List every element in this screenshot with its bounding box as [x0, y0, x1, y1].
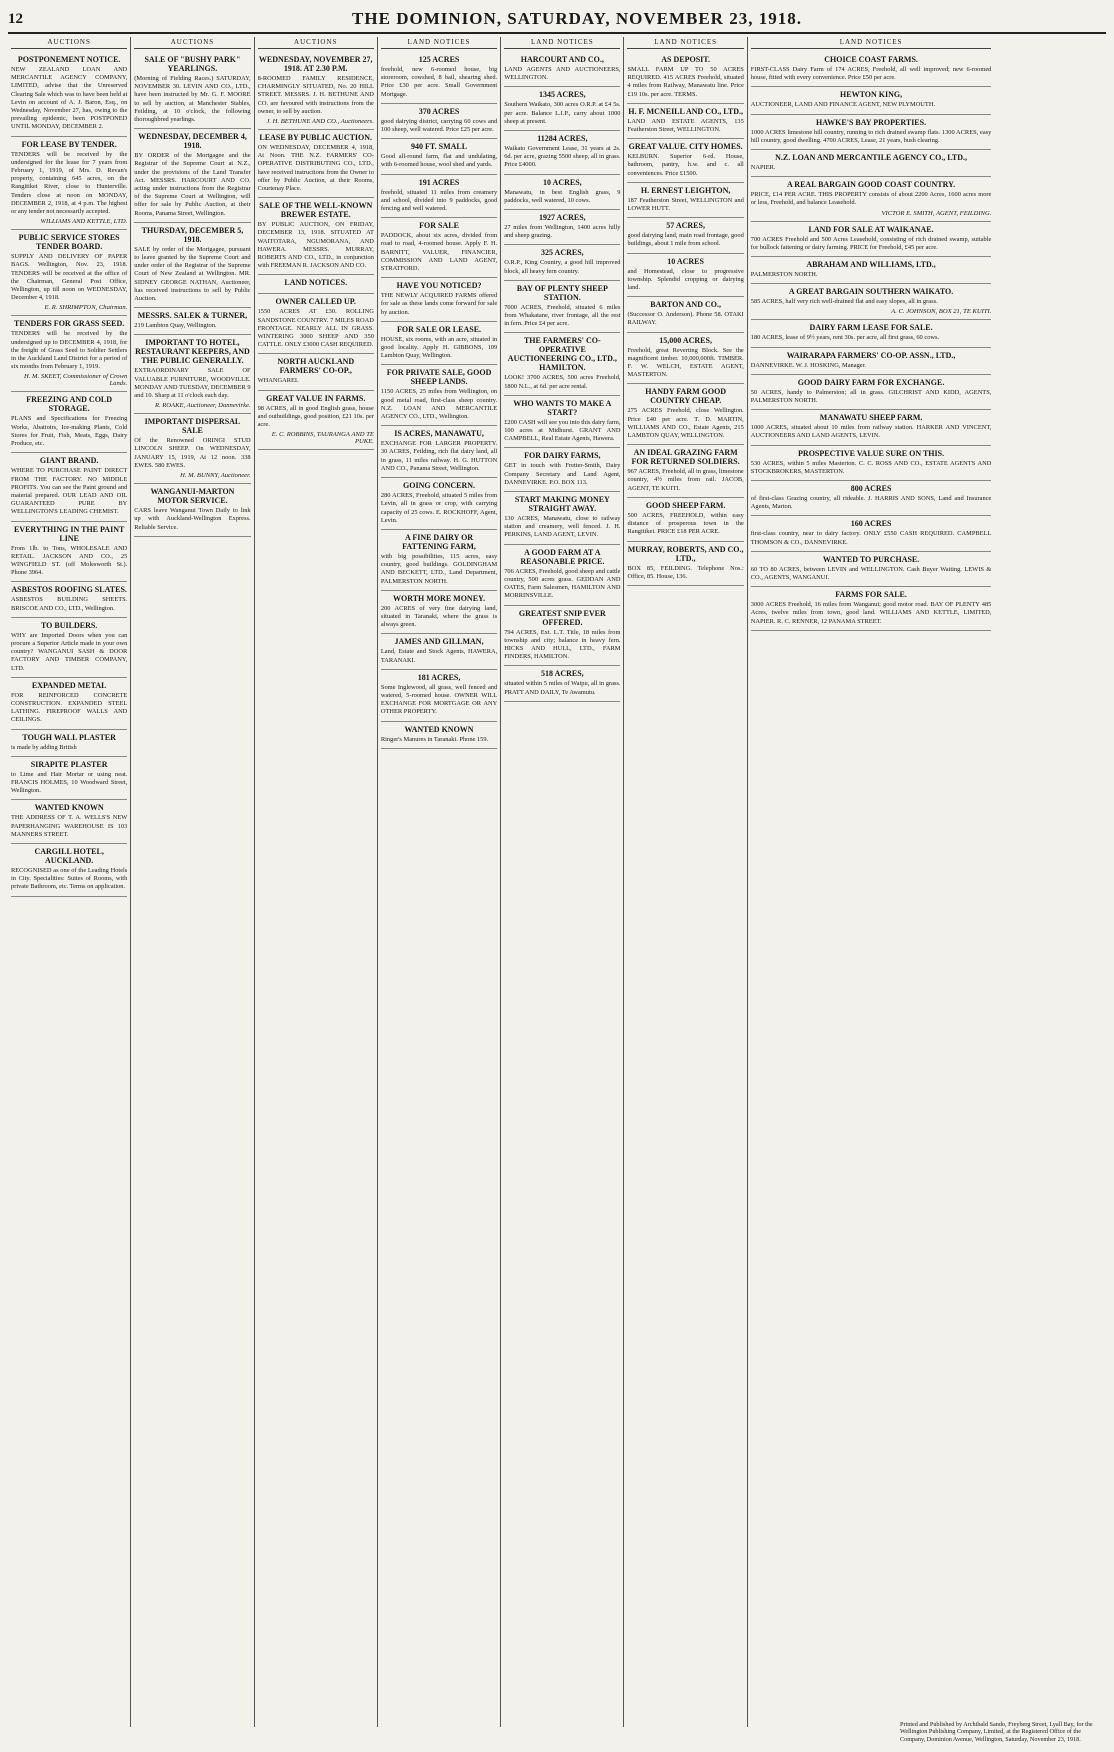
ad-signature: H. M. BUNNY, Auctioneer.	[180, 472, 251, 480]
advertisement	[751, 348, 992, 375]
ad-heading: CHOICE COAST FARMS.	[824, 55, 918, 64]
ad-heading: THURSDAY, DECEMBER 5, 1918.	[141, 225, 244, 244]
advertisement	[627, 297, 743, 332]
column-5	[501, 37, 624, 1727]
ad-heading: 15,000 ACRES,	[659, 335, 712, 345]
ad-heading: ABRAHAM AND WILLIAMS, LTD.,	[806, 260, 936, 270]
ad-heading: JAMES AND GILLMAN,	[394, 637, 484, 647]
ad-body: 180 ACRES, lease of 9½ years, rent 30s. per acre, all first grass, 60 cows.	[750, 334, 940, 342]
advertisement	[627, 254, 743, 298]
ad-heading: HAVE YOU NOTICED?	[396, 281, 482, 291]
advertisement	[751, 222, 992, 257]
advertisement	[751, 320, 992, 347]
ad-heading: H. F. MCNEILL AND CO., LTD.,	[628, 106, 744, 116]
ad-heading: 125 ACRES	[418, 55, 460, 64]
ad-heading: MESSRS. SALEK & TURNER,	[137, 311, 248, 321]
ad-body: 794 ACRES, Ext. L.T. Title, 18 miles from township and city; balance in heavy fern. HICKS AND HULL, LTD., FARM FINDERS, HAMILTON.	[504, 628, 621, 661]
ad-body: 1000 ACRES limestone hill country, running to rich drained swamp flats. 1300 ACRES, easy hill country, good dwelling. 4700 ACRES, Lease, 21 years, bush clearing.	[750, 128, 992, 144]
advertisement	[504, 210, 620, 245]
ad-body: ASBESTOS BUILDING SHEETS. BRISCOE AND CO., LTD., Wellington.	[11, 596, 128, 612]
advertisement	[504, 396, 620, 449]
advertisement	[11, 844, 127, 897]
advertisement	[381, 591, 497, 635]
ad-body: WHERE TO PURCHASE PAINT DIRECT FROM THE FACTORY. NO MIDDLE PROFITS. You can see the Paint ground and material prepared. OUR LEAD AND OIL GUARANTEED PURE BY WELLINGTON'S LEADING CHEMIST.	[11, 467, 128, 516]
advertisement	[504, 87, 620, 131]
ad-body: 27 miles from Wellington, 1400 acres hilly and sheep grazing.	[504, 224, 621, 240]
ad-body: 3000 ACRES Freehold, 16 miles from Wanganui; good motor road. BAY OF PLENTY 485 Acres, twelve miles from town, good land. WILLIAMS AND KETTLE, LIMITED, NAPIER. R. C. RENNER, 12 PANAMA STREET.	[750, 601, 992, 625]
ad-body: 280 ACRES, Freehold, situated 5 miles from Levin, all in grass or crop, with carrying capacity of 25 cows. E. ROCKHOFF, Agent, Levin.	[380, 492, 498, 524]
ad-heading: THE FARMERS' CO-OPERATIVE AUCTIONEERING CO., LTD., HAMILTON.	[507, 336, 617, 373]
ad-body: PRICE, £14 PER ACRE. THIS PROPERTY consists of about 2200 Acres, 1600 acres more or less, Freehold, and balance Leasehold.	[750, 191, 992, 207]
ad-heading: GIANT BRAND.	[39, 456, 99, 466]
ad-body: 275 ACRES Freehold, close Wellington. Price £40 per acre. T. D. MARTIN, WILLIAMS AND CO., Estate Agents, 215 LAMBTON QUAY, WELLINGTON.	[627, 407, 744, 440]
ad-body: WHY are Imported Doors when you can procure a Superior Article made in your own country? WANGANUI SASH & DOOR FACTORY AND TIMBER COMPANY, LTD.	[11, 631, 128, 672]
ad-signature: H. M. SKEET, Commissioner of Crown Lands.	[23, 373, 128, 388]
advertisement	[627, 445, 743, 498]
ad-heading: TO BUILDERS.	[40, 620, 98, 630]
ad-heading: GREAT VALUE IN FARMS.	[266, 393, 366, 403]
ad-body: 1150 ACRES, 25 miles from Wellington, on good metal road, first-class sheep country. N.Z. LOAN AND MERCANTILE AGENCY CO., LTD., Wellington.	[380, 388, 498, 421]
ad-heading: LEASE BY PUBLIC AUCTION.	[259, 133, 373, 143]
ad-heading: HARCOURT AND CO.,	[520, 55, 604, 64]
advertisement	[11, 618, 127, 678]
advertisement	[627, 542, 743, 586]
advertisement	[134, 414, 250, 484]
ad-body: 500 ACRES, FREEHOLD, within easy distance of prosperous town in the Rangitikei. PRICE £18 PER ACRE.	[627, 511, 744, 536]
ad-heading: 800 ACRES	[850, 484, 892, 494]
ad-body: 187 Featherston Street, WELLINGTON and LOWER HUTT.	[627, 196, 744, 213]
columns	[8, 37, 1106, 1727]
ad-heading: OWNER CALLED UP.	[275, 297, 356, 307]
advertisement	[381, 426, 497, 478]
ad-body: 585 ACRES, half very rich well-drained flat and easy slopes, all in grass.	[750, 298, 938, 306]
column-2	[131, 37, 254, 1727]
ad-heading: WEDNESDAY, NOVEMBER 27, 1918. AT 2.30 P.M.	[258, 55, 373, 73]
ad-body: Ringer's Manures in Taranaki. Phone 159.	[380, 735, 489, 743]
ad-heading: A GOOD FARM AT A REASONABLE PRICE.	[520, 547, 605, 566]
masthead	[8, 6, 1106, 34]
ad-heading: N.Z. LOAN AND MERCANTILE AGENCY CO., LTD.,	[775, 153, 968, 163]
ad-body: THE NEWLY ACQUIRED FARMS offered for sale as these lands come forward for sale by auction.	[380, 292, 498, 316]
column-6	[624, 37, 747, 1727]
ad-heading: 11284 ACRES,	[537, 134, 588, 144]
ad-heading: GOOD DAIRY FARM FOR EXCHANGE.	[797, 377, 945, 387]
ad-signature: J. H. BETHUNE AND CO., Auctioneers.	[266, 118, 374, 126]
ad-body: 60 TO 80 ACRES, between LEVIN and WELLINGTON. Cash Buyer Waiting. LEWIS & CO., AGENTS, WANGANUI.	[750, 565, 992, 582]
advertisement	[504, 175, 620, 210]
advertisement	[381, 478, 497, 530]
ad-body: CARS leave Wanganui Town Daily to link up with Auckland-Wellington Express. Reliable Service.	[134, 507, 251, 531]
ad-heading: NORTH AUCKLAND FARMERS' CO-OP.,	[277, 357, 355, 376]
ad-heading: SALE OF THE WELL-KNOWN BREWER ESTATE.	[259, 201, 373, 220]
column-3	[255, 37, 378, 1727]
ad-body: 98 ACRES, all in good English grass, house and outbuildings, good position, £21 10s. per acre.	[257, 404, 374, 429]
ad-body: O.R.P., King Country, a good hill improved block, all heavy fern country.	[504, 259, 621, 275]
ad-body: 8-ROOMED FAMILY RESIDENCE, CHARMINGLY SITUATED, No. 20 HILL STREET. MESSRS. J. H. BETHUNE AND CO. are favoured with instructions from the owner, to sell by auction.	[257, 75, 374, 115]
ad-body: BY ORDER of the Mortgagee and the Registrar of the Supreme Court at N.Z., under the provisions of the Land Transfer Act. MESSRS. HARCOURT AND CO. acting under instructions from the Registrar of the Supreme Court at Wellington, will offer for sale by Public Auction, at their Rooms, Panama Street, Wellington.	[134, 152, 251, 217]
advertisement	[258, 294, 374, 354]
ad-signature: WILLIAMS AND KETTLE, LTD.	[40, 218, 128, 226]
ad-body: ON WEDNESDAY, DECEMBER 4, 1918, At Noon. THE N.Z. FARMERS' CO-OPERATIVE DISTRIBUTING CO., LTD., have received instructions from the Owner to offer by Public Auction, at their Rooms, Courtenay Place.	[257, 144, 374, 193]
ad-heading: 160 ACRES	[850, 519, 892, 529]
column-heading: AUCTIONS	[134, 37, 250, 49]
advertisement	[11, 392, 127, 453]
ad-heading: FOR LEASE BY TENDER.	[21, 139, 117, 149]
ad-heading: GOING CONCERN.	[403, 481, 476, 491]
ad-body: and Homestead, close to progressive township. Splendid cropping or dairying land.	[627, 267, 744, 292]
ad-heading: GREATEST SNIP EVER OFFERED.	[518, 608, 606, 627]
ad-heading: FOR PRIVATE SALE, GOOD SHEEP LANDS.	[386, 368, 492, 387]
advertisement	[11, 800, 127, 844]
ad-heading: EVERYTHING IN THE PAINT LINE	[13, 524, 125, 543]
ad-signature: R. ROAKE, Auctioneer, Dannevirke.	[154, 402, 251, 410]
column-heading: LAND NOTICES	[504, 37, 620, 49]
ad-body: FOR REINFORCED CONCRETE CONSTRUCTION. EXPANDED STEEL LATHING. FIREPROOF WALLS AND CEILINGS.	[11, 691, 128, 724]
column-heading: LAND NOTICES	[751, 37, 992, 49]
ad-body: (Successor O. Anderson). Phone 58. OTAKI RAILWAY.	[627, 311, 744, 327]
advertisement	[751, 481, 992, 516]
ad-body: THE ADDRESS OF T. A. WELLS'S NEW PAPERHANGING WAREHOUSE IS 103 MANNERS STREET.	[11, 814, 128, 838]
ad-heading: 940 FT. SMALL	[411, 142, 468, 152]
ad-body: Land, Estate and Stock Agents, HAWERA, TARANAKI.	[380, 648, 498, 664]
ad-heading: PROSPECTIVE VALUE SURE ON THIS.	[798, 448, 945, 458]
ad-signature: VICTOR E. SMITH, AGENT, FEILDING.	[881, 209, 992, 217]
advertisement	[751, 375, 992, 410]
ad-heading: GOOD SHEEP FARM.	[645, 500, 726, 510]
ad-body: LAND AGENTS AND AUCTIONEERS, WELLINGTON.	[504, 66, 621, 82]
advertisement	[11, 137, 127, 231]
ad-body: of first-class Grazing country, all rideable. J. HARRIS AND SONS, Land and Insurance Agents, Marton.	[750, 495, 992, 511]
ad-body: NEW ZEALAND LOAN AND MERCANTILE AGENCY COMPANY, LIMITED, advise that the Unreserved Clearing Sale which was to have been held at Levin on account of A. J. Baron, Esq., on Wednesday, November 27, has, owing to the prevailing epidemic, been POSTPONED UNTIL MONDAY, DECEMBER 2.	[11, 66, 128, 131]
ad-heading: HAWKE'S BAY PROPERTIES.	[816, 117, 927, 127]
advertisement	[258, 52, 374, 130]
column-7	[748, 37, 995, 1727]
ad-body: WHANGAREI.	[257, 377, 299, 385]
ad-heading: ASBESTOS ROOFING SLATES.	[11, 585, 127, 595]
advertisement	[504, 545, 620, 606]
ad-heading: 57 ACRES,	[666, 221, 705, 231]
ad-body: Manawatu, in best English grass, 9 paddocks, well watered, 10 cows.	[504, 188, 621, 204]
ad-body: Freehold, great Reverting Block. See the magnificent timber. 10,000,000ft. TIMBER. F. W. WELCH, ESTATE AGENT, MASTERTON.	[627, 346, 744, 379]
advertisement	[11, 453, 127, 521]
advertisement	[751, 115, 992, 150]
ad-body: with big possibilities, 115 acres, easy country, good buildings. GOLDINGHAM AND BECKETT, LTD., Land Department, PALMERSTON NORTH.	[380, 552, 498, 585]
ad-heading: IMPORTANT TO HOTEL, RESTAURANT KEEPERS, AND THE PUBLIC GENERALLY.	[135, 338, 250, 366]
advertisement	[504, 52, 620, 87]
ad-heading: WANGANUI-MARTON MOTOR SERVICE.	[150, 487, 235, 506]
ad-heading: AN IDEAL GRAZING FARM FOR RETURNED SOLDIERS.	[631, 448, 740, 467]
advertisement	[11, 522, 127, 583]
ad-heading: A REAL BARGAIN GOOD COAST COUNTRY.	[786, 180, 956, 190]
advertisement	[504, 245, 620, 280]
ad-heading: MURRAY, ROBERTS, AND CO., LTD.,	[627, 544, 744, 563]
advertisement	[627, 498, 743, 542]
ad-body: HOUSE, six rooms, with an acre, situated in good locality. Apply H. GIBBONS, 109 Lambton Quay, Wellington.	[380, 335, 498, 360]
advertisement	[381, 634, 497, 669]
ad-body: BOX 85, FEILDING. Telephone Nos.: Office, 85. House, 136.	[627, 564, 744, 580]
advertisement	[134, 484, 250, 537]
ad-body: to Lime and Hair Mortar or using neat. FRANCIS HOLMES, 10 Woodward Street, Wellington.	[11, 770, 128, 795]
ad-heading: LAND NOTICES.	[284, 278, 348, 288]
imprint-footer: Printed and Published by Archibald Sando, Freyberg Street, Lyall Bay, for the Wellington Publishing Company, Limited, at the Registered Office of the Company, Dominion Avenue, Wellington, Saturday, November 23, 1918.	[900, 1720, 1093, 1744]
advertisement	[504, 666, 620, 701]
advertisement	[381, 139, 497, 174]
ad-body: SUPPLY AND DELIVERY OF PAPER BAGS. Wellington, Nov. 23, 1918. TENDERS will be received at the office of the Chairman, General Post Office, Wellington, up till noon on WEDNESDAY, December 4, 1918.	[11, 253, 128, 302]
ad-body: PADDOCK, about six acres, divided from road to road, 4-roomed house. Apply F. H. BARNITT, VALUER, FINANCIER, COMMISSION AND LAND AGENT, STRATFORD.	[380, 232, 498, 273]
ad-body: freehold, situated 11 miles from creamery and school, divided into 9 paddocks, good fencing and well watered.	[380, 188, 498, 213]
ad-heading: WAIRARAPA FARMERS' CO-OP. ASSN., LTD.,	[786, 350, 956, 360]
ad-heading: START MAKING MONEY STRAIGHT AWAY.	[514, 495, 610, 514]
column-heading: AUCTIONS	[11, 37, 127, 49]
advertisement	[627, 139, 743, 183]
ad-body: From 1lb. to Tons, WHOLESALE AND RETAIL. JACKSON AND CO., 25 WINGFIELD ST. (off Molesworth St.). Phone 3964.	[11, 544, 128, 577]
advertisement	[11, 582, 127, 617]
advertisement	[504, 131, 620, 175]
advertisement	[134, 335, 250, 414]
advertisement	[751, 410, 992, 445]
column-4	[378, 37, 501, 1727]
advertisement	[258, 391, 374, 451]
ad-heading: FARMS FOR SALE.	[835, 590, 907, 600]
ad-body: first-class country, near to dairy factory. ONLY £550 CASH REQUIRED. CAMPBELL THOMSON & CO., DANNEVIRKE.	[750, 530, 992, 546]
advertisement	[627, 384, 743, 445]
advertisement	[627, 333, 743, 385]
ad-heading: FOR SALE	[419, 221, 459, 231]
ad-body: LAND AND ESTATE AGENTS, 135 Featherston Street, WELLINGTON.	[627, 117, 744, 134]
advertisement	[258, 198, 374, 275]
ad-heading: GREAT VALUE. CITY HOMES.	[628, 142, 743, 152]
column-heading: LAND NOTICES	[381, 37, 497, 49]
advertisement	[11, 678, 127, 730]
ad-heading: FREEZING AND COLD STORAGE.	[26, 395, 113, 414]
ad-body: EXTRAORDINARY SALE OF VALUABLE FURNITURE, WOODVILLE. MONDAY AND TUESDAY, DECEMBER 9 and 10. Sharp at 11 o'clock each day.	[134, 367, 251, 400]
ad-body: freehold, new 6-roomed house, big storeroom, cowshed, 8 bail, shearing shed. Price £30 per acre. Small Government Mortgage.	[380, 66, 498, 98]
advertisement	[381, 175, 497, 219]
ad-heading: WORTH MORE MONEY.	[392, 593, 486, 603]
advertisement	[627, 218, 743, 253]
advertisement	[751, 552, 992, 587]
ad-body: 1550 ACRES AT £30. ROLLING SANDSTONE COUNTRY. 7 MILES ROAD FRONTAGE. NEARLY ALL IN GRASS. WINTERING 3000 SHEEP AND 350 CATTLE. ONLY £3000 CASH REQUIRED.	[257, 308, 374, 349]
ad-heading: PUBLIC SERVICE STORES TENDER BOARD.	[18, 233, 120, 252]
ad-heading: 10 ACRES,	[542, 177, 582, 187]
advertisement	[381, 278, 497, 322]
ad-heading: WHO WANTS TO MAKE A START?	[513, 398, 612, 417]
ad-heading: 181 ACRES,	[417, 672, 461, 682]
advertisement	[504, 281, 620, 334]
ad-heading: WANTED KNOWN	[404, 724, 474, 734]
ad-body: (Morning of Fielding Races.) SATURDAY, NOVEMBER 30. LEVIN AND CO., LTD., have been instructed by Mr. G. F. MOORE to sell by auction, at Manchester Stables, Feilding, at 10 o'clock, the following thoroughbred yearlings.	[134, 75, 251, 124]
ad-body: 50 ACRES, handy to Palmerston; all in grass. GILCHRIST AND KIDD, AGENTS, PALMERSTON NORTH.	[750, 388, 992, 405]
advertisement	[381, 322, 497, 366]
advertisement	[134, 308, 250, 335]
advertisement	[751, 52, 992, 87]
ad-heading: 1927 ACRES,	[538, 213, 586, 223]
ad-heading: WANTED TO PURCHASE.	[822, 554, 920, 564]
ad-body: TENDERS will be received by the undersigned up to DECEMBER 4, 1918, for the freight of Grass Seed to Soldier Settlers in the Auckland Land District for a period of six months from February 1, 1919.	[11, 330, 128, 371]
ad-heading: HEWTON KING,	[840, 90, 903, 100]
ad-body: Of the Renowned ORINGI STUD LINCOLN SHEEP. On WEDNESDAY, JANUARY 15, 1919, At 12 noon. 338 EWES. 580 EWES.	[134, 437, 251, 469]
ad-heading: TOUGH WALL PLASTER	[22, 732, 116, 742]
advertisement	[381, 218, 497, 278]
ad-body: Southern Waikato, 300 acres O.R.P. at £4 5s. per acre. Balance L.I.P., carry about 1000 sheep at present.	[504, 101, 621, 125]
advertisement	[11, 757, 127, 801]
ad-body: Waikato Government Lease, 31 years at 2s. 6d. per acre, grazing 5500 sheep, all in grass. Price £4000.	[504, 145, 621, 169]
ad-body: PALMERSTON NORTH.	[750, 271, 818, 279]
advertisement	[11, 316, 127, 392]
advertisement	[751, 587, 992, 631]
ad-heading: CARGILL HOTEL, AUCKLAND.	[34, 846, 104, 865]
advertisement	[258, 275, 374, 294]
ad-body: DANNEVIRKE. W. J. HOSKING, Manager.	[750, 361, 866, 369]
ad-heading: 191 ACRES	[418, 177, 460, 187]
ad-heading: A FINE DAIRY OR FATTENING FARM,	[402, 532, 476, 551]
advertisement	[751, 284, 992, 320]
advertisement	[258, 354, 374, 390]
advertisement	[504, 333, 620, 395]
ad-heading: FOR SALE OR LEASE.	[397, 324, 482, 334]
ad-body: good dairying land, main road frontage, good buildings, about 1 mile from school.	[627, 232, 744, 248]
ad-body: 219 Lambton Quay, Wellington.	[134, 322, 217, 330]
advertisement	[627, 104, 743, 139]
ad-body: KELBURN. Superior 6-rd. House, bathroom, pantry, h.w. and c. all conveniences. Price £1500.	[627, 153, 744, 177]
ad-heading: EXPANDED METAL	[31, 680, 107, 690]
ad-heading: 325 ACRES,	[540, 248, 584, 258]
ad-heading: AS DEPOSIT.	[661, 55, 711, 64]
ad-body: SMALL FARM UP TO 50 ACRES REQUIRED. 415 ACRES Freehold, situated 4 miles from Railway, Manawatu line. Price £19 10s. per acre. TERMS.	[627, 66, 744, 98]
page-number: 12	[8, 10, 23, 27]
advertisement	[504, 448, 620, 492]
advertisement	[504, 492, 620, 545]
ad-body: EXCHANGE FOR LARGER PROPERTY. 30 ACRES, Feilding, rich flat dairy land, all in grass, 11 miles railway. H. G. HUTTON AND CO., Panama Street, Wellington.	[380, 440, 498, 472]
ad-body: Some Inglewood, all grass, well fenced and watered, 5-roomed house. OWNER WILL EXCHANGE FOR MORTGAGE OR ANY OTHER PROPERTY.	[380, 683, 498, 716]
ad-heading: POSTPONEMENT NOTICE.	[17, 55, 121, 64]
advertisement	[751, 87, 992, 114]
ad-body: 530 ACRES, within 5 miles Masterton. C. C. ROSS AND CO., ESTATE AGENTS AND STOCKBROKERS, MASTERTON.	[750, 459, 992, 475]
advertisement	[381, 365, 497, 426]
advertisement	[751, 516, 992, 551]
ad-body: 7000 ACRES, Freehold, situated 6 miles from Whakatane, river frontage, all the rest in fern. Price £4 per acre.	[504, 303, 621, 328]
ad-heading: DAIRY FARM LEASE FOR SALE.	[809, 323, 933, 333]
ad-body: is made by adding British	[11, 743, 77, 751]
advertisement	[381, 530, 497, 591]
ad-body: good dairying district, carrying 60 cows and 100 sheep, well watered. Price £25 per acre.	[380, 117, 498, 134]
ad-body: LOOK! 3700 ACRES, 500 acres Freehold, 1800 N.L., at 6d. per acre rental.	[504, 374, 621, 390]
ad-body: 1000 ACRES, situated about 10 miles from railway station. HARKER AND VINCENT, AUCTIONEERS AND LAND AGENTS, LEVIN.	[750, 424, 992, 440]
ad-heading: WEDNESDAY, DECEMBER 4, 1918.	[138, 132, 247, 151]
ad-heading: IMPORTANT DISPERSAL SALE	[144, 417, 241, 436]
ad-body: £200 CASH will see you into this dairy farm, 100 acres at Midhurst. GRANT AND CAMPBELL, Real Estate Agents, Hawera.	[504, 418, 621, 443]
ad-body: AUCTIONEER, LAND AND FINANCE AGENT, NEW PLYMOUTH.	[750, 101, 936, 109]
ad-body: FIRST-CLASS Dairy Farm of 174 ACRES, Freehold, all well improved; new 6-roomed house, fitted with every convenience. Price £50 per acre.	[750, 66, 992, 82]
advertisement	[751, 150, 992, 177]
ad-signature: A. C. JOHNSON, BOX 21, TE KUITI.	[891, 308, 992, 316]
ad-body: TENDERS will be received by the undersigned for the lease for 7 years from February 1, 1919, of Mrs. D. Revan's property, containing 645 acres, on the Rangitikei River, close to Hunterville. Tenders close at noon on MONDAY, DECEMBER 2, 1918, at 4 p.m. The highest or any tender not necessarily accepted.	[11, 150, 128, 216]
ad-heading: 1345 ACRES,	[538, 90, 586, 100]
column-1	[8, 37, 131, 1727]
advertisement	[504, 606, 620, 667]
ad-heading: MANAWATU SHEEP FARM.	[819, 413, 923, 423]
advertisement	[381, 104, 497, 139]
advertisement	[134, 52, 250, 129]
ad-heading: IS ACRES, MANAWATU,	[394, 429, 484, 439]
ad-heading: 10 ACRES	[667, 256, 704, 266]
ad-heading: BARTON AND CO.,	[650, 300, 721, 310]
advertisement	[134, 129, 250, 223]
ad-body: situated within 5 miles of Waipu, all in grass. PRATT AND DAILY, Te Awamutu.	[504, 680, 621, 696]
ad-body: BY PUBLIC AUCTION, ON FRIDAY, DECEMBER 13, 1918. SITUATED AT WAITOTARA, NGUMORANA, AND HAWERA. MESSRS. MURRAY, ROBERTS AND CO., LTD., in conjunction with FREEMAN R. JACKSON AND CO.	[257, 221, 374, 270]
advertisement	[11, 52, 127, 137]
ad-signature: E. R. SHRIMPTON, Chairman.	[44, 304, 128, 312]
ad-heading: SALE OF "BUSHY PARK" YEARLINGS.	[144, 55, 241, 73]
advertisement	[11, 230, 127, 316]
advertisement	[751, 177, 992, 221]
advertisement	[11, 730, 127, 757]
ad-heading: BAY OF PLENTY SHEEP STATION.	[516, 283, 608, 302]
advertisement	[381, 670, 497, 722]
ad-body: SALE by order of the Mortgagee, pursuant to leave granted by the Supreme Court and under order of the Registrar of the Supreme Court of New Zealand at Wellington. MR. SIDNEY GEORGE NATHAN, Auctioneer, has received instructions to sell by Public Auction.	[134, 245, 251, 303]
ad-body: GET in touch with Fretter-Smith, Dairy Company Secretary and Land Agent, DANNEVIRKE. P.O. BOX 113.	[504, 462, 621, 486]
page-title: THE DOMINION, SATURDAY, NOVEMBER 23, 1918.	[352, 9, 802, 28]
ad-heading: TENDERS FOR GRASS SEED.	[14, 319, 125, 329]
ad-body: 200 ACRES of very fine dairying land, situated in Taranaki, where the grass is always green.	[380, 604, 498, 629]
ad-body: 700 ACRES Freehold and 500 Acres Leasehold, consisting of rich drained swamp, suitable for bullock fattening or dairy farming. PRICE for Freehold, £45 per acre.	[750, 235, 992, 251]
ad-heading: SIRAPITE PLASTER	[30, 759, 108, 769]
ad-body: Good all-round farm, flat and undulating, with 6-roomed house, wool shed and yards.	[380, 153, 498, 169]
ad-heading: HANDY FARM GOOD COUNTRY CHEAP.	[645, 387, 727, 406]
ad-signature: E. C. ROBBINS, TAURANGA AND TE PUKE.	[271, 431, 374, 446]
ad-heading: LAND FOR SALE AT WAIKANAE.	[808, 224, 934, 234]
advertisement	[751, 446, 992, 481]
ad-body: 967 ACRES, Freehold, all in grass, limestone country, 4½ miles from rail. JACOB, AGENT, TE KUITI.	[627, 468, 744, 492]
ad-heading: 518 ACRES,	[540, 669, 584, 679]
advertisement	[381, 722, 497, 749]
advertisement	[627, 183, 743, 218]
ad-body: NAPIER.	[750, 164, 776, 172]
advertisement	[258, 130, 374, 198]
advertisement	[381, 52, 497, 104]
ad-body: 130 ACRES, Manawatu, close to railway station and creamery, well fenced. J. H. PERKINS, LAND AGENT, LEVIN.	[504, 515, 621, 539]
ad-body: 706 ACRES, Freehold, good sheep and cattle country, 500 acres grass. GEDDAN AND OATES, Farm Salesmen, HAMILTON AND MORRINSVILLE.	[504, 567, 621, 600]
advertisement	[627, 52, 743, 104]
advertisement	[751, 257, 992, 284]
ad-heading: 370 ACRES	[418, 106, 460, 116]
column-heading: AUCTIONS	[258, 37, 374, 49]
ad-heading: FOR DAIRY FARMS,	[524, 451, 601, 461]
advertisement	[134, 223, 250, 308]
column-heading: LAND NOTICES	[627, 37, 743, 49]
ad-heading: A GREAT BARGAIN SOUTHERN WAIKATO.	[788, 287, 954, 297]
ad-body: PLANS and Specifications for Freezing Works, Abattoirs, Ice-making Plants, Cold Stores for Fruit, Fish, Meats, Eggs, Dairy Produce, etc.	[11, 415, 128, 448]
ad-heading: H. ERNEST LEIGHTON,	[640, 185, 731, 195]
ad-heading: WANTED KNOWN	[34, 803, 104, 813]
ad-body: RECOGNISED as one of the Leading Hotels in City. Specialities: Suites of Rooms, with private Bathroom, etc. Terms on application.	[11, 866, 128, 891]
